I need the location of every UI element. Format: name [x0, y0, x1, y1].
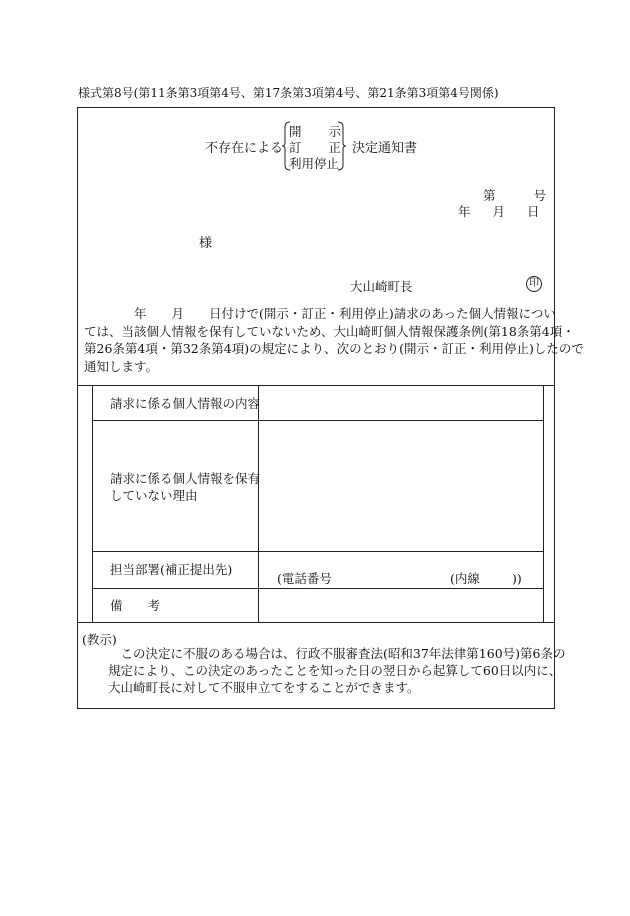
phone-number-label: (電話番号 [277, 571, 332, 586]
number-dai: 第 [483, 188, 496, 203]
title-option-char: 開 [289, 124, 302, 139]
table-right-border [543, 385, 544, 622]
table-row-label-remarks: 備 考 [110, 598, 161, 613]
table-top-rule [77, 385, 555, 386]
number-go: 号 [533, 188, 547, 203]
title-option-char: 訂 [289, 140, 302, 155]
reason-label-line: していない理由 [110, 488, 198, 503]
table-row-divider [92, 551, 544, 552]
table-left-border [92, 385, 93, 622]
addressee-suffix: 様 [199, 236, 213, 251]
notice-line: 大山崎町長に対して不服申立てをすることができます。 [108, 680, 420, 695]
table-row-divider [92, 588, 544, 589]
date-month: 月 [492, 204, 506, 219]
title-option-suspension: 利用停止 [289, 156, 340, 171]
seal-mark: 印 [526, 276, 542, 292]
title-option-char: 示 [328, 124, 341, 139]
table-row-label-reason [110, 470, 260, 504]
notification-body [84, 305, 584, 375]
notice-heading: (教示) [82, 632, 117, 647]
notice-body [108, 645, 566, 696]
notice-line: この決定に不服のある場合は、行政不服審査法(昭和37年法律第160号)第6条の [108, 646, 566, 661]
title-prefix: 不存在による [205, 141, 284, 156]
title-suffix: 決定通知書 [352, 141, 418, 156]
notice-line: 規定により、この決定のあったことを知った日の翌日から起算して60日以内に、 [108, 663, 562, 678]
form-number-header: 様式第8号(第11条第3項第4号、第17条第3項第4号、第21条第3項第4号関係) [78, 86, 499, 100]
extension-label: (内線 [450, 571, 480, 586]
date-year: 年 [458, 204, 471, 219]
table-row-label-department: 担当部署(補正提出先) [110, 562, 233, 577]
table-row-divider [92, 420, 544, 421]
body-line: ては、当該個人情報を保有していないため、大山崎町個人情報保護条例(第18条第4項・ [84, 323, 575, 339]
body-line: 通知します。 [84, 358, 159, 374]
date-day: 日 [527, 204, 540, 219]
body-line: 第26条第4項・第32条第4項)の規定により、次のとおり(開示・訂正・利用停止)したので [84, 341, 584, 356]
body-line: 年 月 日付けで(開示・訂正・利用停止)請求のあった個人情報につい [84, 306, 556, 321]
issue-date [458, 202, 540, 220]
table-bottom-rule [77, 622, 555, 623]
closing-parens: )) [512, 571, 522, 586]
reason-label-line: 請求に係る個人情報を保有 [110, 471, 261, 486]
table-row-label-content: 請求に係る個人情報の内容 [110, 396, 261, 411]
title-option-char: 正 [328, 140, 341, 155]
issuer-name: 大山崎町長 [350, 279, 413, 294]
